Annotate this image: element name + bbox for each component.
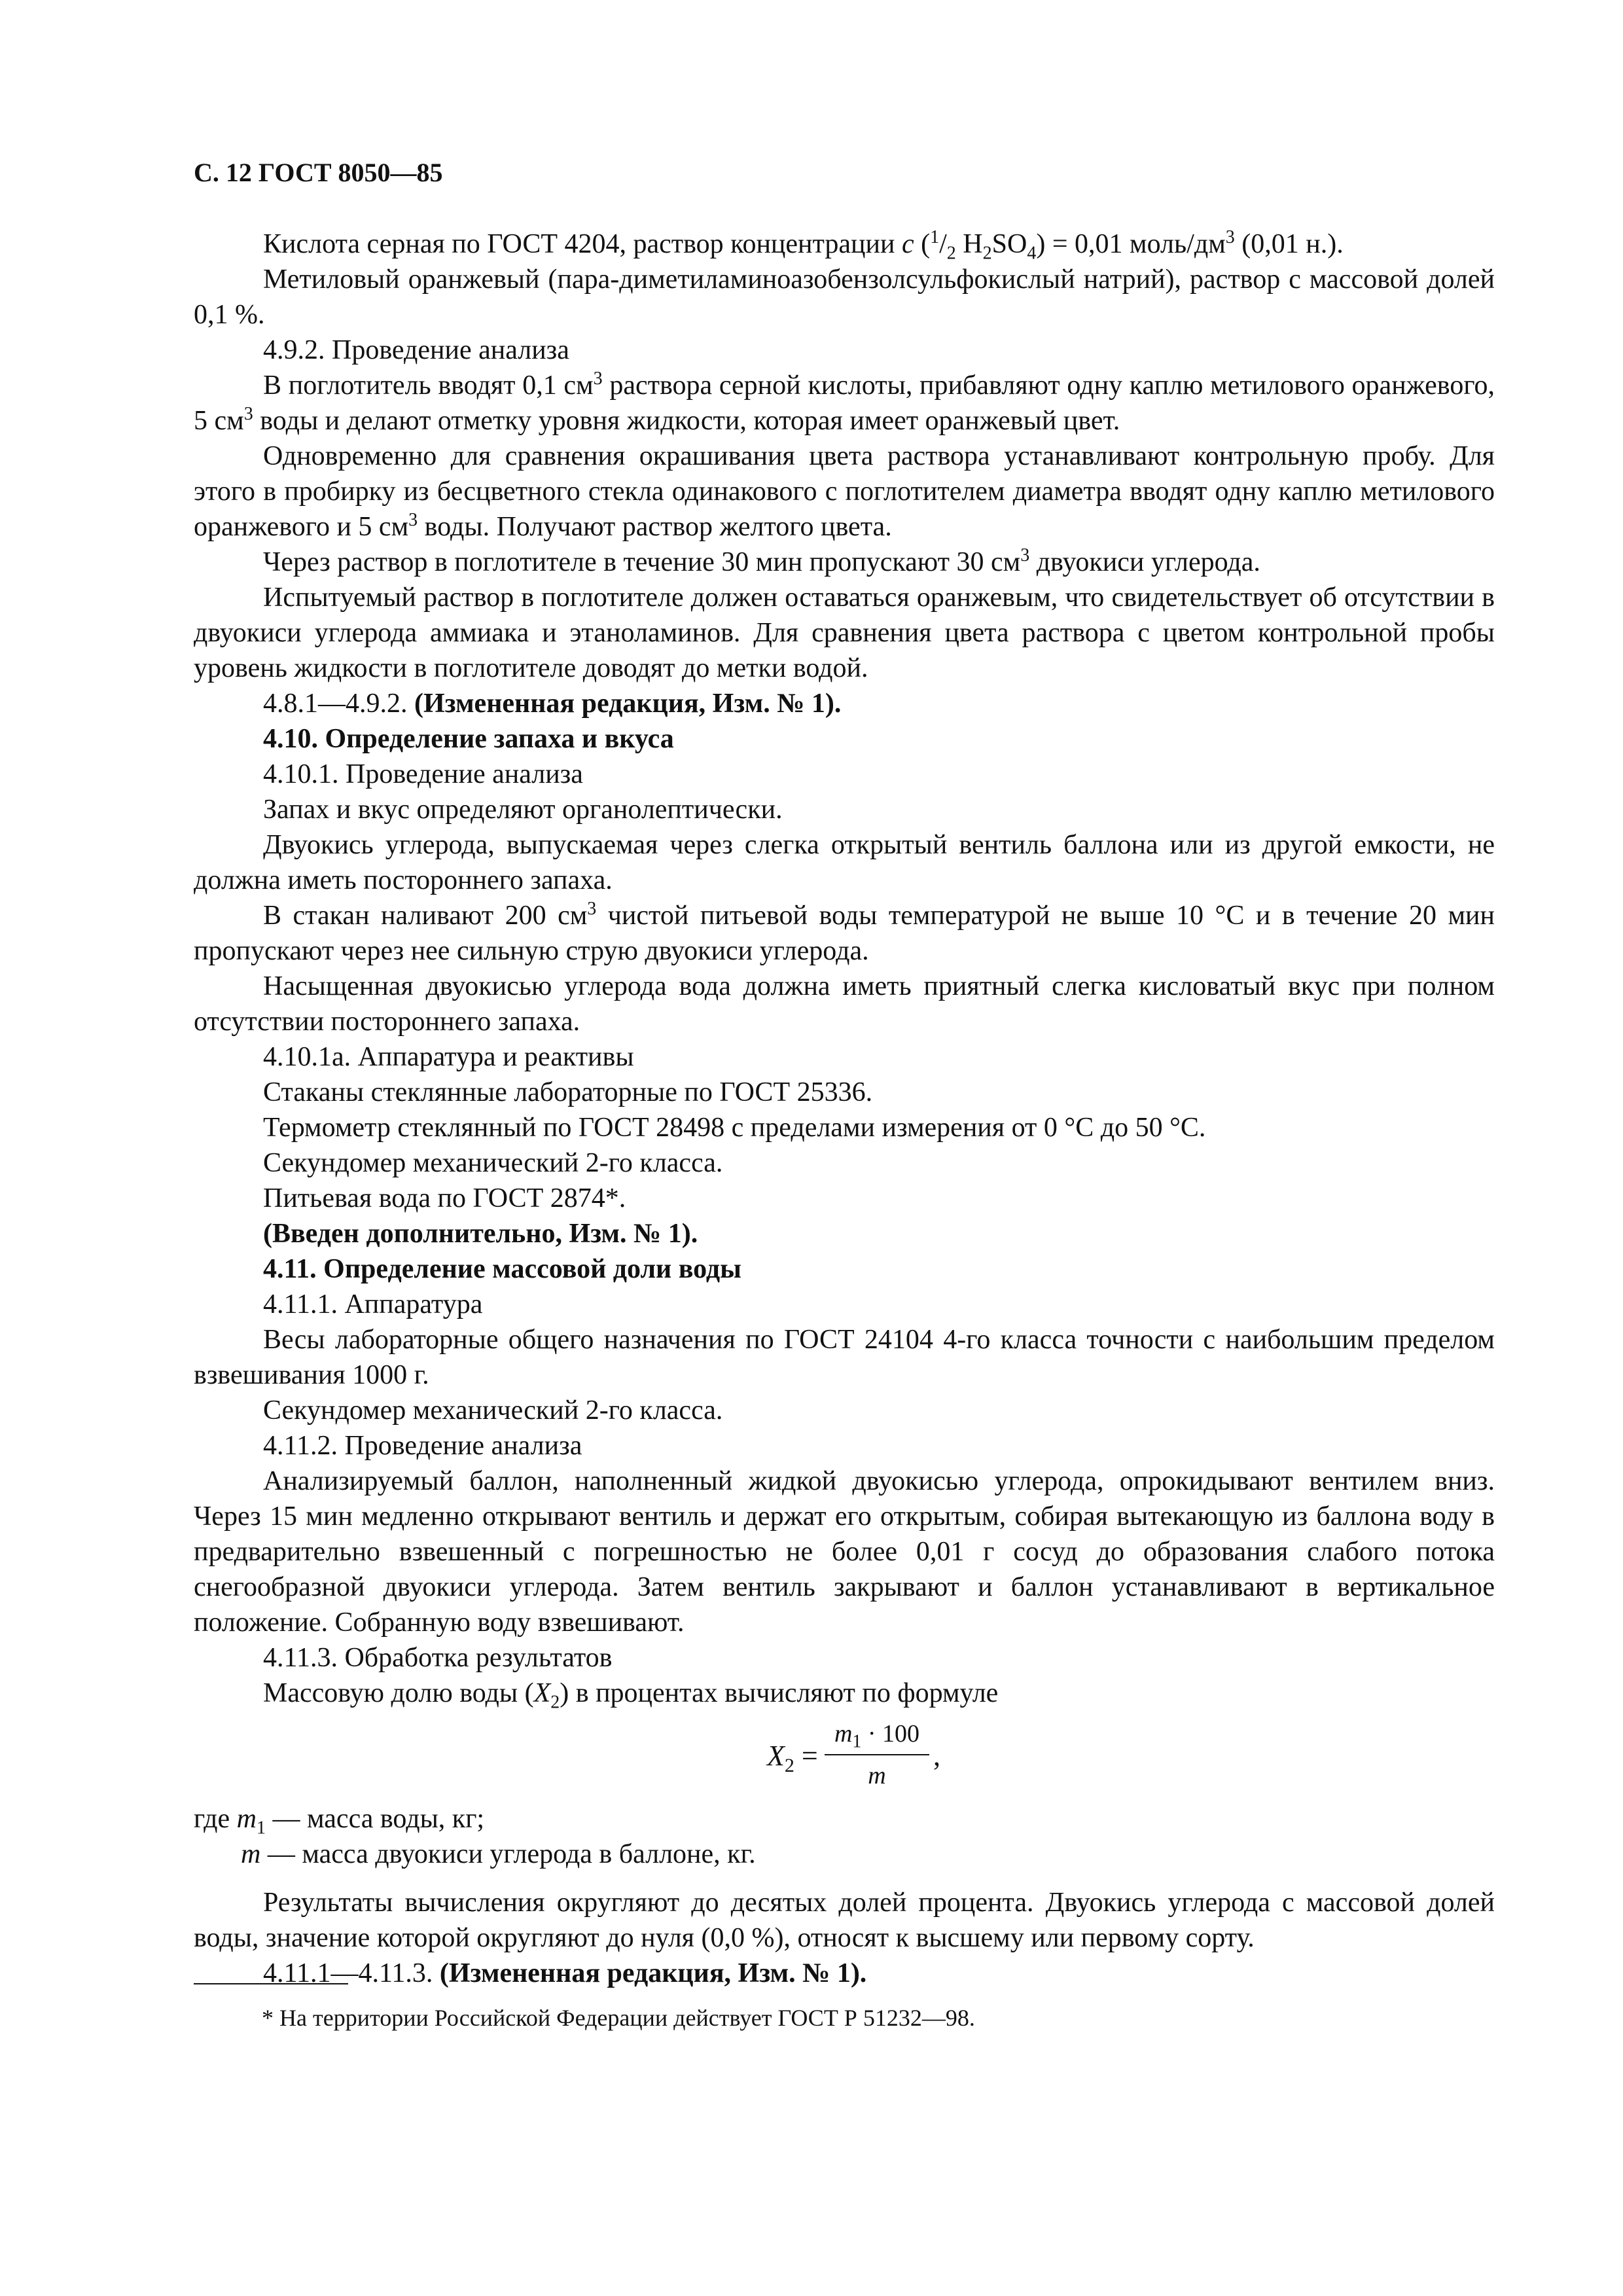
section-heading: 4.11.1. Аппаратура (263, 1289, 483, 1319)
text: ) в процентах вычисляют по формуле (560, 1678, 999, 1708)
section-heading: 4.11.2. Проведение анализа (263, 1431, 582, 1461)
formula-fraction (825, 1716, 929, 1793)
text: — масса двуокиси углерода в баллоне, кг. (260, 1839, 756, 1869)
text: 3 (408, 510, 418, 530)
page-header: С. 12 ГОСТ 8050—85 (194, 158, 443, 187)
text: m (241, 1839, 261, 1869)
text: SO (991, 229, 1027, 259)
paragraph: Анализируемый баллон, наполненный жидкой двуокисью углерода, опрокидывают вентилем вниз. Через 15 мин медленно открывают вентиль и держат его открытым, собирая вытекающую из баллона воду в предварительно взвешенный с погрешностью не более 0,01 г сосуд до образования слабого потока снегообразной двуокиси углерода. Затем вентиль закрывают и баллон устанавливают в вертикальное положение. Собранную воду взвешивают. (194, 1466, 1495, 1638)
paragraph: Весы лабораторные общего назначения по ГОСТ 24104 4-го класса точности с наибольшим пределом взвешивания 1000 г. (194, 1325, 1495, 1390)
formula-where-1 (194, 1801, 1495, 1837)
paragraph (194, 1676, 1495, 1711)
text: X (533, 1678, 551, 1708)
paragraph: Термометр стеклянный по ГОСТ 28498 с пределами измерения от 0 °С до 50 °С. (263, 1113, 1206, 1143)
footnote-divider (194, 1983, 348, 1984)
text: 4 (1027, 243, 1037, 264)
text: 2 (550, 1692, 560, 1713)
text: 4.8.1—4.9.2. (263, 689, 408, 719)
text: воды и делают отметку уровня жидкости, которая имеет оранжевый цвет. (253, 406, 1120, 436)
text: (Измененная редакция, Изм. № 1). (414, 689, 842, 719)
paragraph: Стаканы стеклянные лабораторные по ГОСТ 25336. (263, 1077, 873, 1107)
amendment-note: (Введен дополнительно, Изм. № 1). (263, 1219, 698, 1249)
text: m (236, 1804, 257, 1834)
section-heading: 4.10.1. Проведение анализа (263, 759, 583, 789)
paragraph (194, 545, 1495, 580)
text: где (194, 1804, 230, 1834)
paragraph: Насыщенная двуокисью углерода вода должна иметь приятный слегка кисловатый вкус при полном отсутствии постороннего запаха. (194, 971, 1495, 1037)
amendment-note (194, 686, 1495, 721)
text: ) = 0,01 моль/дм (1036, 229, 1226, 259)
formula-comma: , (933, 1740, 940, 1772)
paragraph: Метиловый оранжевый (пара-диметиламиноазобензолсульфокислый натрий), раствор с массовой долей 0,1 %. (194, 264, 1495, 330)
section-heading: 4.11.3. Обработка результатов (263, 1643, 613, 1673)
text: Массовую долю воды ( (263, 1678, 534, 1708)
spacer (194, 1872, 1495, 1885)
text: воды. Получают раствор желтого цвета. (418, 512, 892, 542)
text: (0,01 н.). (1234, 229, 1344, 259)
text: 3 (243, 404, 253, 424)
formula-numerator (825, 1716, 929, 1755)
text: 3 (1225, 227, 1235, 247)
document-body (194, 226, 1495, 1991)
text: чистой питьевой воды температурой не выше 10 °С и в течение 20 мин пропускают через нее сильную струю двуокиси углерода. (194, 901, 1495, 966)
paragraph: Секундомер механический 2-го класса. (263, 1148, 723, 1178)
text: Одновременно для сравнения окрашивания цвета раствора устанавливают контрольную пробу. Для этого в пробирку из бесцветного стекла одинакового с поглотителем диаметра вводят одну каплю метилового оранжевого и 5 см (194, 441, 1495, 542)
text: m (834, 1720, 853, 1748)
amendment-note (194, 1956, 1495, 1991)
text: 1 (930, 227, 940, 247)
text: 1 (852, 1731, 862, 1752)
paragraph (194, 439, 1495, 545)
text: · 100 (861, 1720, 920, 1748)
text: (Измененная редакция, Изм. № 1). (439, 1958, 867, 1988)
text: В поглотитель вводят 0,1 см (263, 370, 594, 401)
paragraph: Испытуемый раствор в поглотителе должен оставаться оранжевым, что свидетельствует об отсутствии в двуокиси углерода аммиака и этаноламинов. Для сравнения цвета раствора с цветом контрольной пробы уровень жидкости в поглотителе доводят до метки водой. (194, 583, 1495, 683)
section-heading: 4.10.1а. Аппаратура и реактивы (263, 1042, 634, 1072)
footnote: * На территории Российской Федерации действует ГОСТ Р 51232—98. (262, 2005, 975, 2031)
paragraph: Результаты вычисления округляют до десятых долей процента. Двуокись углерода с массовой долей воды, значение которой округляют до нуля (0,0 %), относят к высшему или первому сорту. (194, 1888, 1495, 1953)
formula-where-2 (241, 1837, 1495, 1872)
formula-denominator: m (868, 1762, 886, 1789)
paragraph: Запах и вкус определяют органолептически. (263, 795, 783, 825)
formula (194, 1716, 1495, 1793)
text: 3 (1020, 545, 1030, 565)
text: раствора серной кислоты, прибавляют одну каплю метилового оранжевого, 5 см (194, 370, 1495, 436)
text: 4.11.1—4.11.3. (263, 1958, 433, 1988)
text: 3 (593, 368, 603, 389)
text: Через раствор в поглотителе в течение 30 мин пропускают 30 см (263, 547, 1021, 577)
text: Кислота серная по ГОСТ 4204, раствор концентрации (263, 229, 895, 259)
text: H (963, 229, 983, 259)
text: 2 (784, 1755, 794, 1776)
text: = (801, 1740, 818, 1772)
paragraph (194, 898, 1495, 969)
paragraph: Секундомер механический 2-го класса. (263, 1395, 723, 1426)
section-heading: 4.11. Определение массовой доли воды (263, 1254, 741, 1284)
paragraph: Питьевая вода по ГОСТ 2874*. (263, 1183, 626, 1213)
text: X (767, 1740, 785, 1772)
text: c (901, 229, 914, 259)
section-heading: 4.10. Определение запаха и вкуса (263, 724, 674, 754)
text: 2 (982, 243, 992, 264)
text: 3 (587, 899, 597, 919)
text: 2 (946, 243, 956, 264)
paragraph: Двуокись углерода, выпускаемая через слегка открытый вентиль баллона или из другой емкости, не должна иметь постороннего запаха. (194, 830, 1495, 895)
text: — масса воды, кг; (266, 1804, 485, 1834)
formula-lhs (767, 1738, 818, 1784)
text: В стакан наливают 200 см (263, 901, 588, 931)
paragraph: Кислота серная по ГОСТ 4204, раствор концентрации c ($^1/_2$ $H_2SO_4) = 0,01$ моль/$дм^3$ (0,01 н.). (263, 227, 1344, 264)
paragraph (194, 368, 1495, 439)
section-heading: 4.9.2. Проведение анализа (263, 335, 569, 365)
text: двуокиси углерода. (1029, 547, 1260, 577)
text: 1 (257, 1818, 266, 1839)
